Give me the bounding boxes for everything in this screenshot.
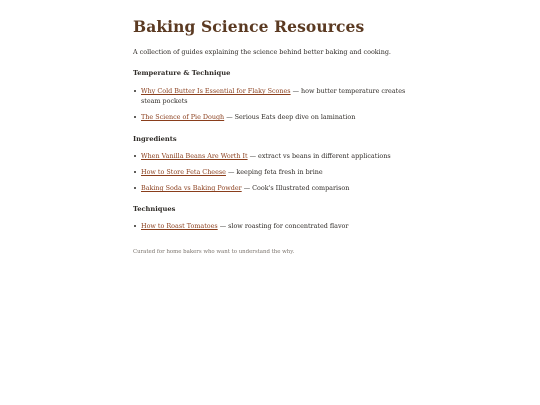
bullet-icon (134, 171, 136, 173)
resource-list-temperature-technique (133, 86, 413, 122)
resource-description: — Cook's Illustrated comparison (241, 184, 350, 192)
section-heading-ingredients: Ingredients (133, 135, 177, 143)
list-item (133, 167, 413, 177)
footer-note: Curated for home bakers who want to understand the why. (133, 249, 295, 255)
bullet-icon (134, 187, 136, 189)
bullet-icon (134, 155, 136, 157)
list-item (133, 183, 413, 193)
resource-list-techniques (133, 221, 413, 231)
resource-list-ingredients (133, 151, 413, 193)
list-item (133, 112, 413, 122)
page-title: Baking Science Resources (133, 17, 365, 36)
resource-link-baking-soda[interactable]: Baking Soda vs Baking Powder (141, 184, 242, 192)
section-heading-temperature-technique: Temperature & Technique (133, 69, 231, 77)
resource-description: — keeping feta fresh in brine (225, 168, 323, 176)
resource-link-roast-tomatoes[interactable]: How to Roast Tomatoes (141, 222, 218, 230)
list-item (133, 221, 413, 231)
resource-link-feta-cheese[interactable]: How to Store Feta Cheese (141, 168, 226, 176)
resource-description: — slow roasting for concentrated flavor (217, 222, 349, 230)
resource-description: — extract vs beans in different applications (247, 152, 391, 160)
intro-text: A collection of guides explaining the science behind better baking and cooking. (133, 48, 391, 56)
resource-link-pie-dough[interactable]: The Science of Pie Dough (141, 113, 225, 121)
resource-description: — Serious Eats deep dive on lamination (224, 113, 356, 121)
list-item (133, 86, 413, 106)
resource-link-vanilla-beans[interactable]: When Vanilla Beans Are Worth It (141, 152, 248, 160)
bullet-icon (134, 90, 136, 92)
bullet-icon (134, 225, 136, 227)
bullet-icon (134, 116, 136, 118)
resource-link-cold-butter[interactable]: Why Cold Butter Is Essential for Flaky Scones (141, 87, 291, 95)
list-item (133, 151, 413, 161)
section-heading-techniques: Techniques (133, 205, 176, 213)
resource-description: — how butter temperature creates steam pockets (141, 87, 406, 105)
